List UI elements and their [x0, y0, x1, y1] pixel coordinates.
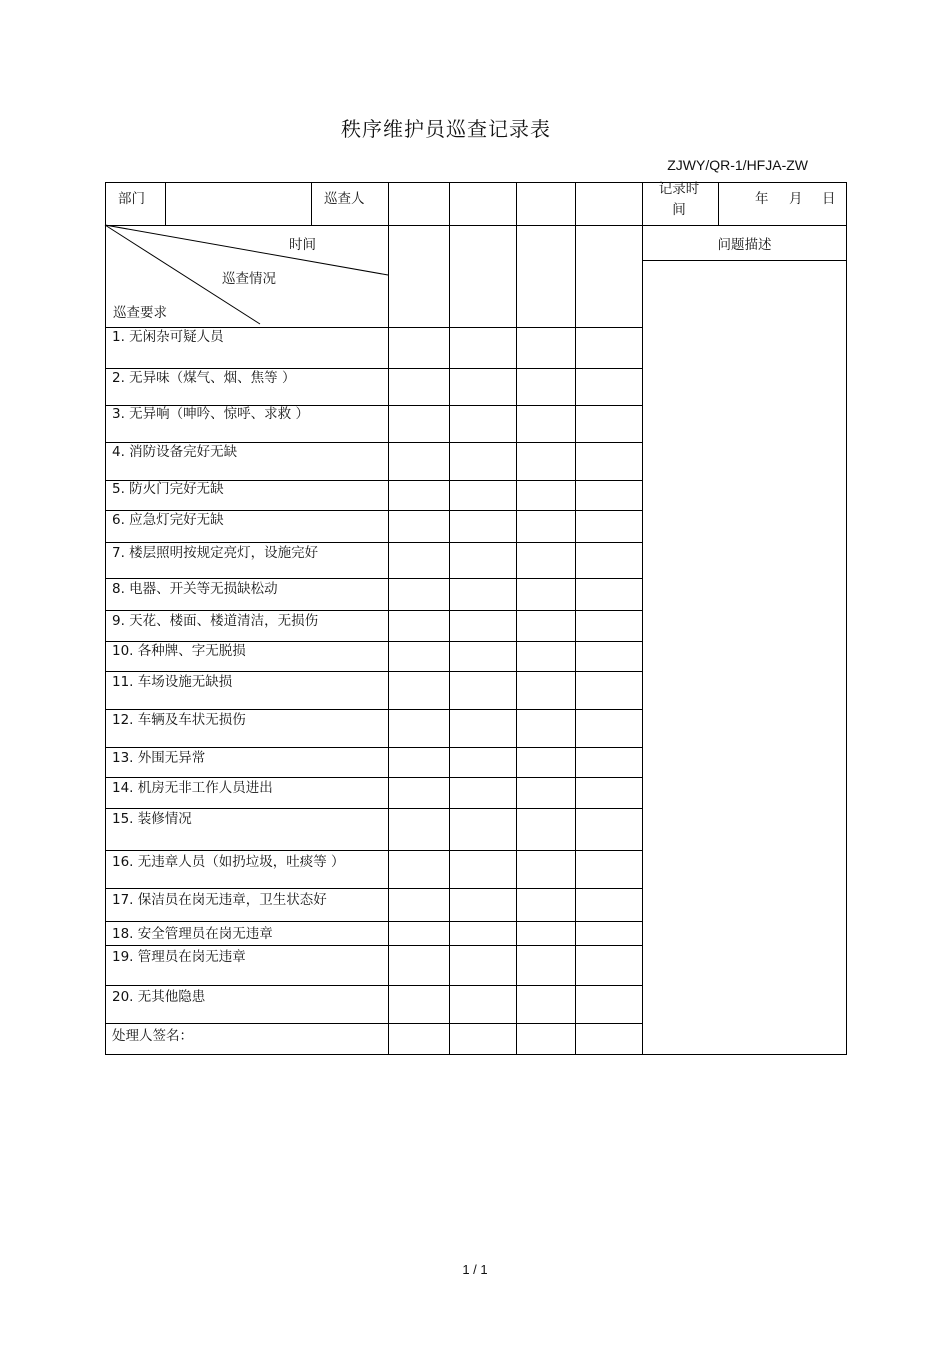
list-item: 19. 管理员在岗无违章 [112, 949, 246, 965]
list-item: 13. 外围无异常 [112, 750, 206, 766]
list-item: 7. 楼层照明按规定亮灯，设施完好 [112, 545, 319, 561]
list-item: 6. 应急灯完好无缺 [112, 512, 224, 528]
list-item: 3. 无异响（呻吟、惊呼、求救 ） [112, 406, 309, 422]
list-item: 15. 装修情况 [112, 811, 192, 827]
document-code: ZJWY/QR-1/HFJA-ZW [667, 157, 808, 173]
list-item: 10. 各种牌、字无脱损 [112, 643, 246, 659]
list-item: 16. 无违章人员（如扔垃圾，吐痰等 ） [112, 854, 345, 870]
dept-label: 部门 [118, 191, 145, 207]
year-label: 年 [755, 191, 769, 207]
list-item: 11. 车场设施无缺损 [112, 674, 233, 690]
list-item: 2. 无异味（煤气、烟、焦等 ） [112, 370, 296, 386]
inspector-label: 巡查人 [324, 191, 365, 207]
list-item: 9. 天花、楼面、楼道清洁，无损伤 [112, 613, 319, 629]
day-label: 日 [822, 191, 836, 207]
month-label: 月 [789, 191, 803, 207]
page-number: 1 / 1 [462, 1262, 488, 1277]
list-item: 12. 车辆及车状无损伤 [112, 712, 246, 728]
signature-label: 处理人签名： [112, 1028, 193, 1044]
record-time-label-line2: 间 [672, 202, 686, 218]
problem-description-label: 问题描述 [717, 237, 772, 253]
list-item: 20. 无其他隐患 [112, 989, 206, 1005]
list-item: 5. 防火门完好无缺 [112, 481, 224, 497]
list-item: 4. 消防设备完好无缺 [112, 444, 238, 460]
list-item: 1. 无闲杂可疑人员 [112, 329, 224, 345]
list-item: 8. 电器、开关等无损缺松动 [112, 581, 278, 597]
list-item: 17. 保洁员在岗无违章，卫生状态好 [112, 892, 327, 908]
record-time-label-line1: 记录时 [658, 181, 700, 197]
page-title: 秩序维护员巡查记录表 [341, 117, 551, 141]
list-item: 14. 机房无非工作人员进出 [112, 780, 273, 796]
diagonal-situation-label: 巡查情况 [222, 271, 276, 287]
diagonal-time-label: 时间 [289, 237, 316, 253]
list-item: 18. 安全管理员在岗无违章 [112, 926, 273, 942]
diagonal-requirement-label: 巡查要求 [113, 305, 167, 321]
